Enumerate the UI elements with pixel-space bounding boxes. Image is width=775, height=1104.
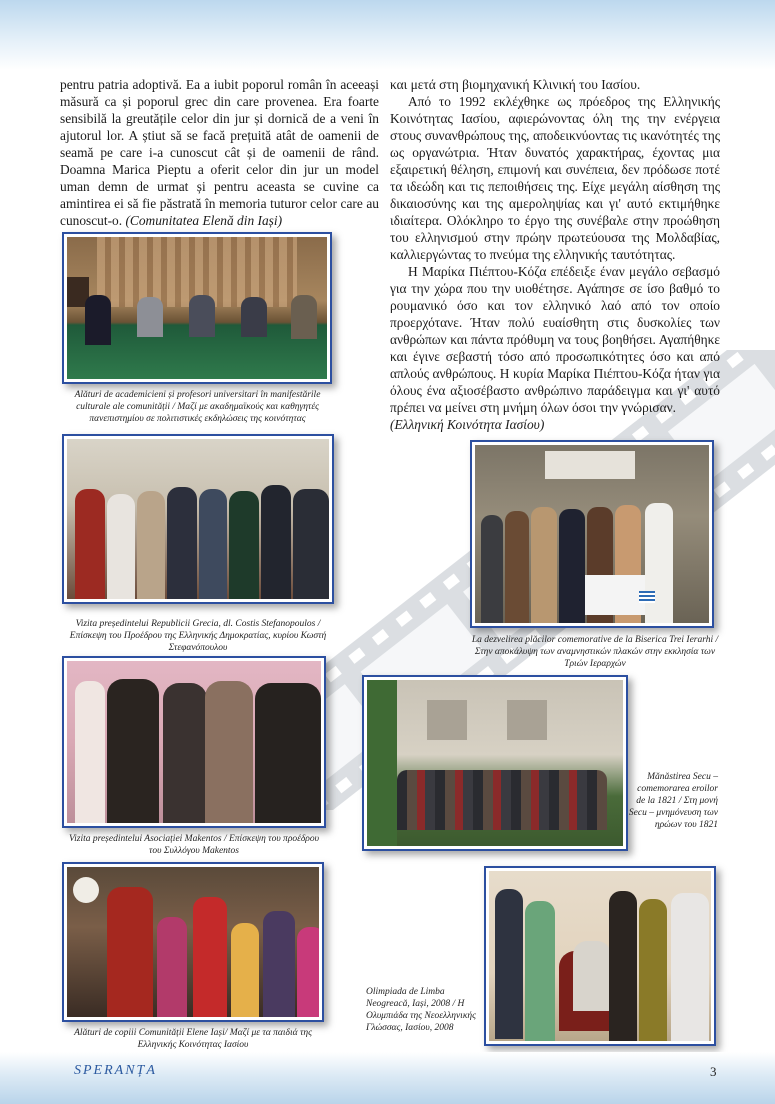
caption-children: Alături de copiii Comunității Elene Iași/ Μαζί με τα παιδιά της Ελληνικής Κοινότητας Ιασίου xyxy=(74,1028,312,1050)
photo-academicians xyxy=(62,232,332,384)
photo-president-visit xyxy=(62,434,334,604)
caption-academicians: Alături de academicieni și profesori universitari în manifestările culturale ale comunității / Μαζί με ακαδημαϊκούς και καθηγητές πανεπιστημίου σε πολιτιστικές εκδηλώσεις της κοινότητας xyxy=(74,390,321,424)
photo-children-image xyxy=(67,867,319,1017)
caption-makentos-visit: Vizita președintelui Asociației Makentos / Επίσκεψη του προέδρου του Συλλόγου Makentos xyxy=(69,834,319,856)
right-paragraph-3 xyxy=(390,263,720,433)
page-number: 3 xyxy=(710,1064,717,1079)
right-paragraph-1: και μετά στη βιομηχανική Κλινική του Ιασίου. xyxy=(390,77,641,92)
right-paragraph-2: Από το 1992 εκλέχθηκε ως πρόεδρος της Ελληνικής Κοινότητας Ιασίου, αφιερώνοντας όλη της την ενέργεια στους συνανθρώπους της, αποδεικνύοντας τις ικανότητές της ως οργανώτρια. Ήταν δυνατός χαρακτήρας, έχοντας μια εξαιρετική θέληση, επιμονή και συνέπεια, δεν πρόδωσε ποτέ τα ιδεώδη και τις πεποιθήσεις της. Είχε μεγάλη αίσθηση της δικαιοσύνης και της αμεροληψίας και γι' αυτό εκτιμήθηκε ιδιαίτερα. Ολόκληρο το έργο της συνέβαλε στην προώθηση του ελληνισμού στην πρώην πρωτεύουσα της Μολδαβίας, καλλιεργώντας το πνεύμα της ελληνικής ταυτότητας. xyxy=(390,94,720,262)
photo-secu-monastery-image xyxy=(367,680,623,846)
photo-olympiad xyxy=(484,866,716,1046)
caption-commemorative-plaques: La dezvelirea plăcilor comemorative de la Biserica Trei Ierarhi / Στην αποκάλυψη των αναμνηστικών πλακών στην εκκλησία των Τριών Ιεραρχών xyxy=(471,635,719,669)
right-paragraph-3-text: Η Μαρίκα Πιέπτου-Κόζα επέδειξε έναν μεγάλο σεβασμό για την χώρα που την υιοθέτησε. Αγάπησε σε ίσο βαθμό το ρουμανικό όσο και τον ελληνικό λαό από τον οποίο προερχότανε. Ήταν πολύ ευαίσθητη στις δυσκολίες των ανθρώπων και πάντα πρόθυμη να τους βοηθήσει. Αγαπήθηκε και έγινε σεβαστή τόσο από προσωπικότητες όσο και από απλούς ανθρώπους. Η κυρία Μαρίκα Πιέπτου-Κόζα ήταν για όλους ένα αξιοσέβαστο ανθρώπινο παράδειγμα και γι' αυτό πρέπει να μείνει στη μνήμη όλων όσοι την γνώρισαν. xyxy=(390,264,720,415)
left-source: (Comunitatea Elenă din Iași) xyxy=(125,213,283,228)
photo-academicians-image xyxy=(67,237,327,379)
caption-olympiad: Olimpiada de Limba Neogreacă, Iași, 2008 / Η Ολυμπιάδα της Νεοελληνικής Γλώσσας, Ιασίου, 2008 xyxy=(366,987,476,1033)
photo-commemorative-plaques-image xyxy=(475,445,709,623)
left-text-column xyxy=(60,76,379,229)
header-gradient-band xyxy=(0,0,775,70)
photo-children xyxy=(62,862,324,1022)
photo-president-visit-image xyxy=(67,439,329,599)
caption-president-visit: Vizita președintelui Republicii Grecia, dl. Costis Stefanopoulos / Επίσκεψη του Προέδρου της Ελληνικής Δημοκρατίας, κυρίου Κωστή Στεφανόπουλου xyxy=(69,619,327,653)
right-source: (Ελληνική Κοινότητα Ιασίου) xyxy=(390,417,545,432)
photo-secu-monastery xyxy=(362,675,628,851)
photo-makentos-visit xyxy=(62,656,326,828)
right-text-column xyxy=(390,76,720,433)
caption-secu-monastery: Mănăstirea Secu – comemorarea eroilor de la 1821 / Στη μονή Secu – μνημόνευση των ηρώων του 1821 xyxy=(628,772,718,830)
photo-makentos-visit-image xyxy=(67,661,321,823)
left-paragraph-text: pentru patria adoptivă. Ea a iubit poporul român în aceeași măsură ca și poporul grec din care provenea. Era foarte sensibilă la greutățile celor din jur și dornică de a veni în ajutorul lor. A știut să se facă prețuită atât de oamenii de seamă pe care i-a cunoscut cât și de oamenii de rând. Doamna Marica Pieptu a oferit celor din jur un model uman demn de urmat și pentru aceasta se cuvine ca amintirea ei să fie păstrată în memoria tuturor celor care au cunoscut-o. xyxy=(60,77,379,228)
left-paragraph xyxy=(60,76,379,229)
footer-brand: SPERANȚA xyxy=(74,1063,157,1078)
photo-olympiad-image xyxy=(489,871,711,1041)
photo-commemorative-plaques xyxy=(470,440,714,628)
